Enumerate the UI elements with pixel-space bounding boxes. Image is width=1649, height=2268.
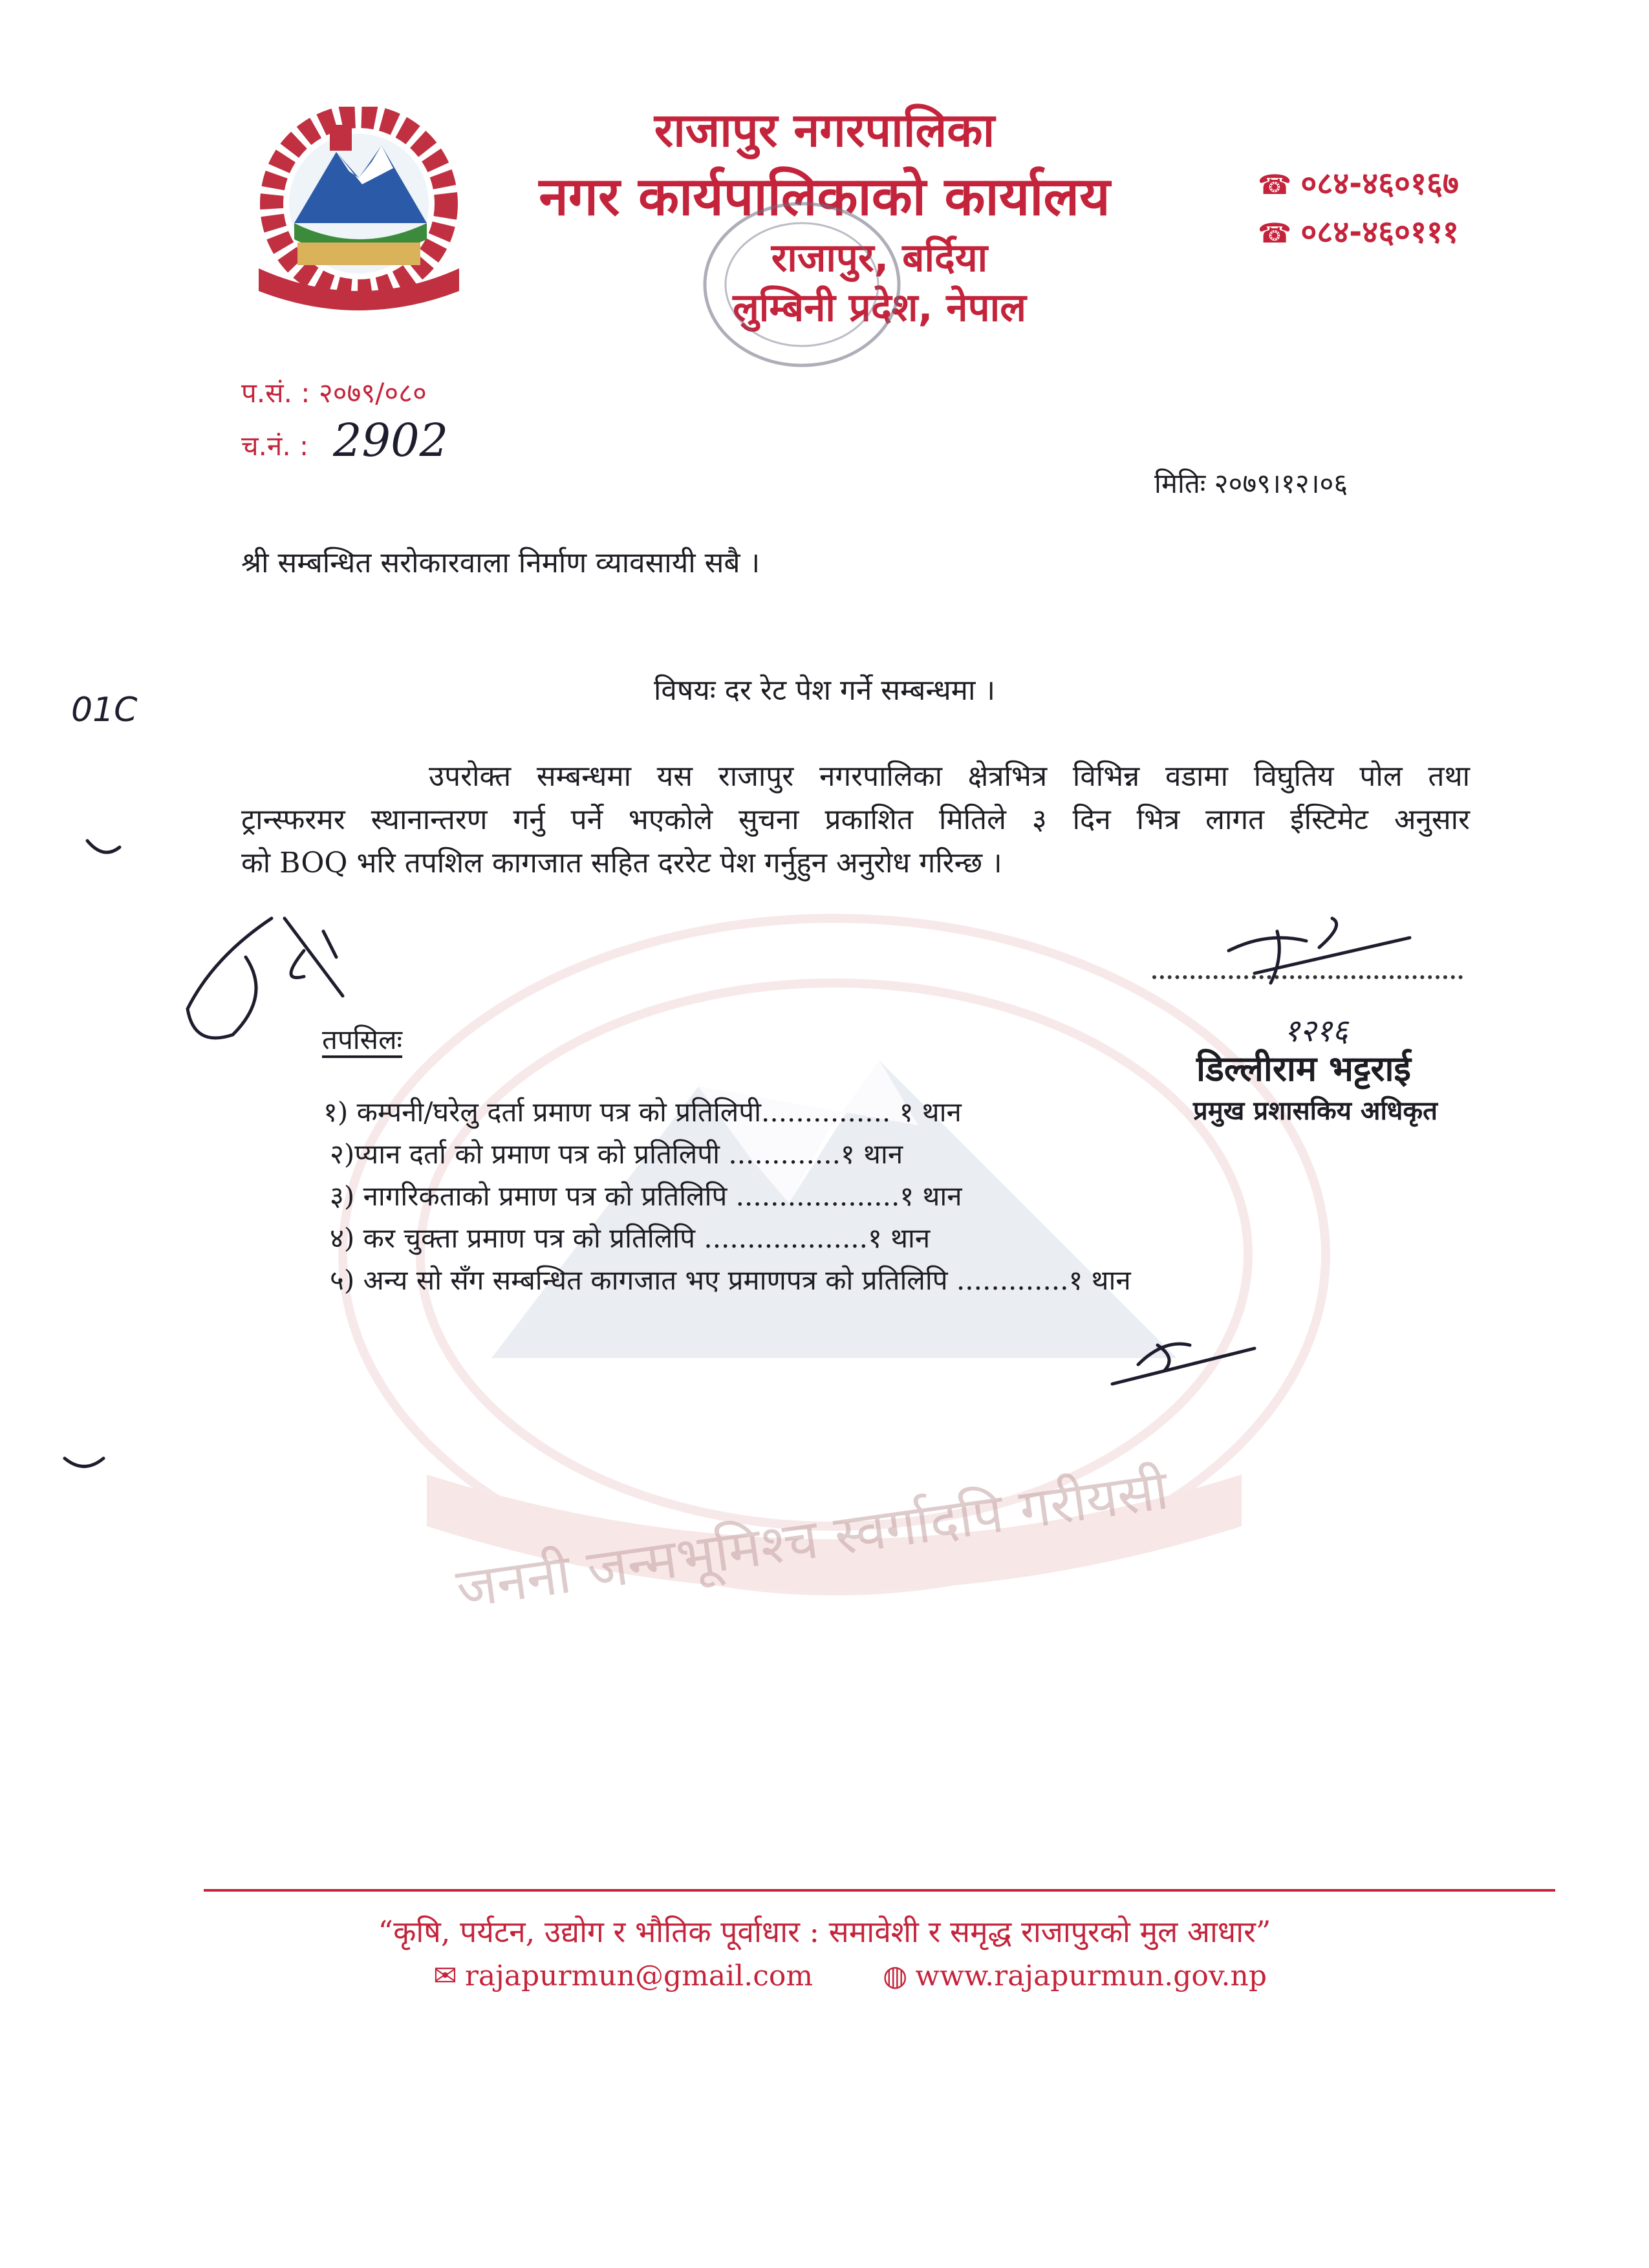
phone-number-1: [1258, 162, 1459, 204]
footer-slogan: “कृषि, पर्यटन, उद्योग र भौतिक पूर्वाधार : समावेशी र समृद्ध राजापुरको मुल आधार”: [378, 1914, 1271, 1949]
office-seal-stamp-icon: [698, 194, 905, 375]
punch-hole-mark-icon: [87, 841, 120, 852]
attachment-item: ३) नागरिकताको प्रमाण पत्र को प्रतिलिपि ...................१ थान: [330, 1180, 962, 1212]
body-paragraph-line-2: ट्रान्स्फरमर स्थानान्तरण गर्नु पर्ने भएकोले सुचना प्रकाशित मितिले ३ दिन भित्र लागत ईस्टिमेट अनुसार: [241, 803, 1470, 836]
footer-email[interactable]: [433, 1960, 813, 1992]
phone-number-2: [1258, 210, 1459, 252]
attachment-item: ५) अन्य सो सँग सम्बन्धित कागजात भए प्रमाणपत्र को प्रतिलिपि .............१ थान: [330, 1264, 1131, 1296]
footer-email-text[interactable]: rajapurmun@gmail.com: [464, 1960, 814, 1992]
letter-number-label: प.सं. :: [241, 377, 310, 409]
watermark-motto: जननी जन्मभूमिश्च स्वर्गादपि गरीयसी: [452, 1458, 1172, 1621]
organization-name: राजापुर नगरपालिका: [654, 103, 995, 157]
punch-hole-mark-icon: [65, 1458, 103, 1467]
signer-title: प्रमुख प्रशासकिय अधिकृत: [1193, 1096, 1438, 1126]
letter-number: [241, 374, 427, 411]
attachment-item: १) कम्पनी/घरेलु दर्ता प्रमाण पत्र को प्रतिलिपी............... १ थान: [323, 1096, 962, 1128]
signer-name: डिल्लीराम भट्टराई: [1196, 1048, 1411, 1089]
margin-note: 01C: [71, 691, 138, 729]
letter-date: मितिः २०७९।१२।०६: [1154, 468, 1348, 499]
phone-number-1-text: ०८४-४६०१६७: [1300, 166, 1459, 202]
dispatch-number-value: 2902: [333, 414, 449, 467]
office-city: राजापुर, बर्दिया: [771, 235, 988, 281]
office-name: नगर कार्यपालिकाको कार्यालय: [539, 166, 1110, 228]
footer-divider: [204, 1889, 1555, 1892]
telephone-icon: ☎: [1258, 169, 1292, 200]
signature-line: [1152, 975, 1463, 979]
dispatch-number-label: च.नं. :: [241, 430, 309, 462]
letter-number-value: २०७९/०८०: [318, 377, 427, 409]
body-paragraph-line-1: उपरोक्त सम्बन्धमा यस राजापुर नगरपालिका क्षेत्रभित्र विभिन्न वडामा विघुतिय पोल तथा: [429, 760, 1470, 793]
telephone-icon: ☎: [1258, 217, 1292, 249]
globe-icon: ◍: [883, 1960, 908, 1992]
subject-line: विषयः दर रेट पेश गर्ने सम्बन्धमा ।: [653, 674, 996, 707]
body-paragraph-line-3: को BOQ भरि तपशिल कागजात सहित दररेट पेश गर्नुहुन अनुरोध गरिन्छ ।: [241, 847, 1002, 880]
signature-handwritten-number: १२१६: [1284, 1013, 1348, 1049]
attachment-item: २)प्यान दर्ता को प्रमाण पत्र को प्रतिलिपी .............१ थान: [330, 1138, 903, 1170]
phone-number-2-text: ०८४-४६०१११: [1300, 214, 1459, 250]
footer-website[interactable]: [883, 1960, 1267, 1992]
attachment-item: ४) कर चुक्ता प्रमाण पत्र को प्रतिलिपि ...................१ थान: [330, 1222, 931, 1254]
envelope-icon: ✉: [433, 1960, 457, 1992]
attachments-heading: तपसिलः: [322, 1024, 403, 1055]
addressee: श्री सम्बन्धित सरोकारवाला निर्माण व्यावसायी सबै ।: [241, 546, 760, 579]
office-province: लुम्बिनी प्रदेश, नेपाल: [733, 285, 1026, 330]
footer-website-text[interactable]: www.rajapurmun.gov.np: [915, 1960, 1267, 1992]
